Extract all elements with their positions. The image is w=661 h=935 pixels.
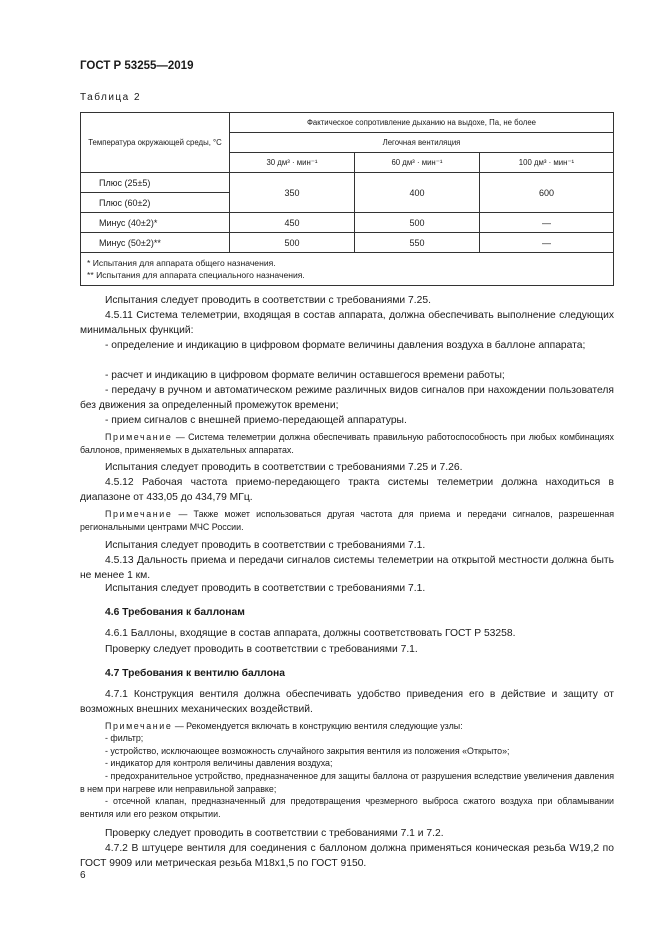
paragraph: - определение и индикацию в цифровом формате величины давления воздуха в баллоне аппарата;: [105, 340, 586, 351]
paragraph: Проверку следует проводить в соответствии с требованиями 7.1.: [105, 644, 418, 655]
paragraph: Испытания следует проводить в соответствии с требованиями 7.1.: [105, 540, 426, 551]
paragraph: Испытания следует проводить в соответствии с требованиями 7.1.: [105, 583, 426, 594]
temp-cell: Минус (40±2)*: [81, 213, 230, 233]
note-item: - устройство, исключающее возможность случайного закрытия вентиля из положения «Открыто»;: [105, 746, 510, 756]
value-cell: 600: [479, 173, 613, 213]
table-row: [81, 173, 614, 193]
paragraph: 4.5.13 Дальность приема и передачи сигналов системы телеметрии на открытой местности должна быть не менее 1 км.: [80, 555, 614, 581]
table-caption: Таблица 2: [80, 92, 142, 103]
table-note: * Испытания для аппарата общего назначения.: [87, 258, 276, 268]
paragraph: - передачу в ручном и автоматическом режиме различных видов сигналов при нахождении пользователя без движения за определенный промежуток времени;: [80, 385, 614, 411]
note-label: Примечание: [105, 721, 173, 731]
value-cell: 550: [354, 233, 479, 253]
note-text: — Рекомендуется включать в конструкцию вентиля следующие узлы:: [172, 721, 463, 731]
note-item: - фильтр;: [105, 733, 144, 743]
resistance-table: [80, 112, 614, 286]
flow-30-header: 30 дм³ · мин⁻¹: [230, 153, 355, 173]
document-header: ГОСТ Р 53255—2019: [80, 60, 194, 72]
paragraph: 4.5.12 Рабочая частота приемо-передающего тракта системы телеметрии должна находиться в диапазоне от 433,05 до 434,79 МГц.: [80, 477, 614, 503]
paragraph: 4.6.1 Баллоны, входящие в состав аппарата, должны соответствовать ГОСТ Р 53258.: [105, 628, 516, 639]
note-label: Примечание: [105, 432, 173, 442]
note-text: — Система телеметрии должна обеспечивать правильную работоспособность при любых комбинациях баллонов, применяемых в дыхательных аппаратах.: [80, 432, 614, 455]
table-note: ** Испытания для аппарата специального назначения.: [87, 270, 305, 280]
value-cell: —: [479, 233, 613, 253]
note: [80, 508, 614, 533]
paragraph: Испытания следует проводить в соответствии с требованиями 7.25 и 7.26.: [105, 462, 463, 473]
section-heading: 4.6 Требования к баллонам: [105, 607, 245, 618]
note: [80, 431, 614, 456]
col-temperature-header: Температура окружающей среды, °С: [81, 113, 230, 173]
paragraph: 4.7.2 В штуцере вентиля для соединения с баллоном должна применяться коническая резьба W19,2 по ГОСТ 9909 или метрическая резьба М18х1,5 по ГОСТ 9150.: [80, 843, 614, 869]
note-item: - отсечной клапан, предназначенный для предотвращения чрезмерного выброса сжатого воздуха при обламывании вентиля или его резком открытии.: [80, 796, 614, 819]
paragraph: 4.5.11 Система телеметрии, входящая в состав аппарата, должна обеспечивать выполнение следующих минимальных функций:: [80, 310, 614, 336]
paragraph: - расчет и индикацию в цифровом формате величин оставшегося времени работы;: [105, 370, 505, 381]
table-notes: [81, 253, 614, 286]
value-cell: 500: [354, 213, 479, 233]
note-item: - предохранительное устройство, предназначенное для защиты баллона от разрушения вследствие увеличения давления в нем при нагреве или неправильной заправке;: [80, 771, 614, 794]
paragraph: - прием сигналов с внешней приемо-передающей аппаратуры.: [105, 415, 407, 426]
flow-60-header: 60 дм³ · мин⁻¹: [354, 153, 479, 173]
temp-cell: Плюс (60±2): [81, 193, 230, 213]
temp-cell: Минус (50±2)**: [81, 233, 230, 253]
paragraph: Испытания следует проводить в соответствии с требованиями 7.25.: [105, 295, 431, 306]
table-row: [81, 233, 614, 253]
resistance-header: Фактическое сопротивление дыханию на выдохе, Па, не более: [230, 113, 614, 133]
value-cell: 450: [230, 213, 355, 233]
ventilation-header: Легочная вентиляция: [230, 133, 614, 153]
value-cell: —: [479, 213, 613, 233]
value-cell: 350: [230, 173, 355, 213]
table-row: [81, 213, 614, 233]
paragraph: 4.7.1 Конструкция вентиля должна обеспечивать удобство приведения его в действие и защиту от возможных внешних механических воздействий.: [80, 689, 614, 715]
page-number: 6: [80, 870, 86, 881]
temp-cell: Плюс (25±5): [81, 173, 230, 193]
flow-100-header: 100 дм³ · мин⁻¹: [479, 153, 613, 173]
value-cell: 400: [354, 173, 479, 213]
value-cell: 500: [230, 233, 355, 253]
paragraph: Проверку следует проводить в соответствии с требованиями 7.1 и 7.2.: [105, 828, 444, 839]
note-label: Примечание: [105, 509, 173, 519]
section-heading: 4.7 Требования к вентилю баллона: [105, 668, 285, 679]
note-text: — Также может использоваться другая частота для приема и передачи сигналов, разрешенная региональными центрами МЧС России.: [80, 509, 614, 532]
note-item: - индикатор для контроля величины давления воздуха;: [105, 758, 333, 768]
note: [80, 720, 614, 733]
